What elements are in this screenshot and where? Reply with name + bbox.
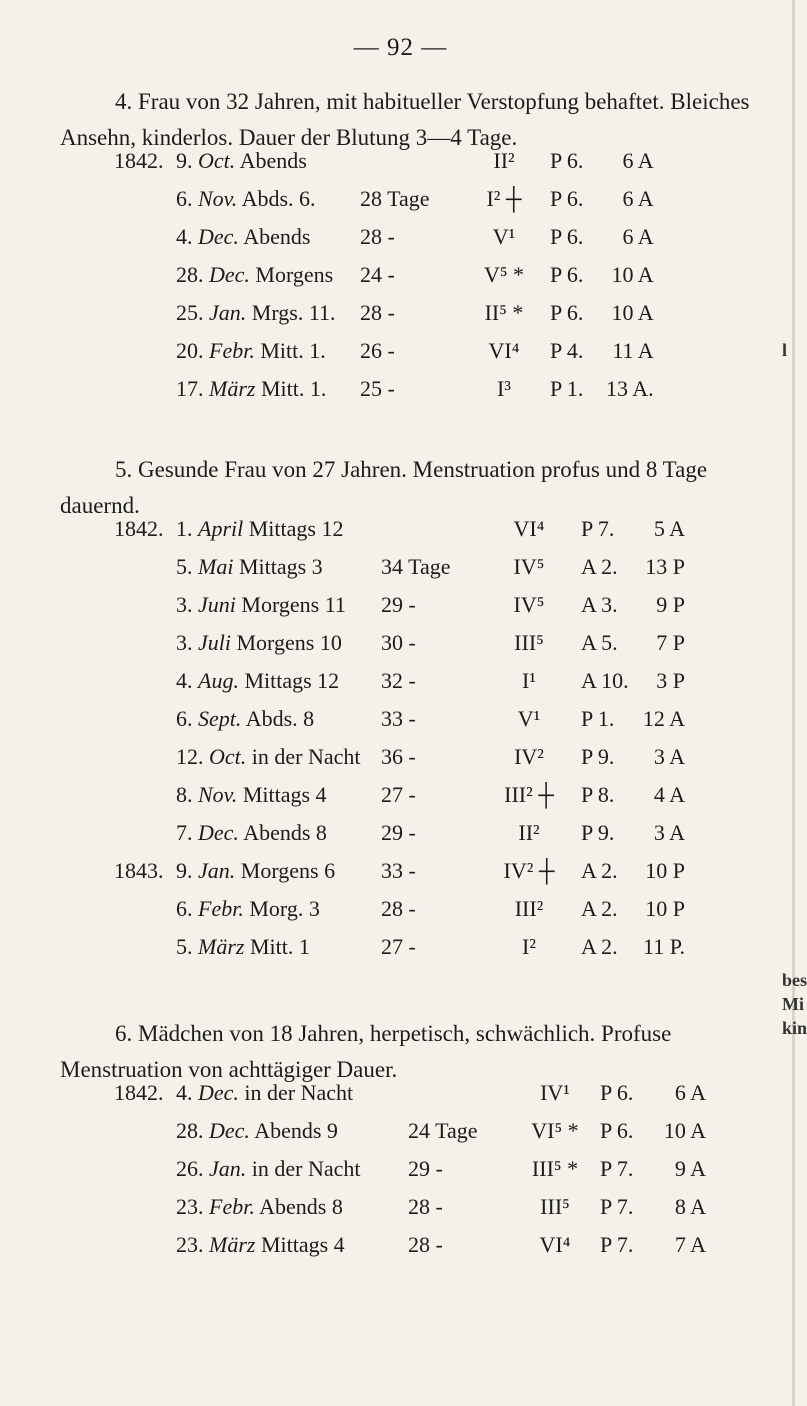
time: Mittags 4 xyxy=(260,1232,345,1257)
position-cell: P 6. xyxy=(550,262,584,287)
phase-cell: V¹ xyxy=(517,706,541,731)
interval-cell: 29 - xyxy=(381,592,416,617)
duration-cell: 3 A xyxy=(653,744,685,769)
duration-cell: 9 P xyxy=(656,592,685,617)
month: Juli xyxy=(198,630,231,655)
interval-cell: 33 - xyxy=(381,706,416,731)
time: Abends 8 xyxy=(259,1194,343,1219)
duration-cell: 5 A xyxy=(653,516,685,541)
year-cell xyxy=(114,294,176,332)
page-number: — 92 — xyxy=(353,34,448,61)
position-cell: P 9. xyxy=(581,744,615,769)
phase-cell: VI⁴ xyxy=(513,516,545,541)
table-row xyxy=(114,370,654,408)
year-cell xyxy=(114,890,176,928)
duration-cell: 3 P xyxy=(656,668,685,693)
year-cell: 1843. xyxy=(114,858,164,883)
interval-cell: 29 - xyxy=(381,820,416,845)
phase-cell: VI⁵ * xyxy=(531,1118,579,1143)
position-cell: P 1. xyxy=(550,376,584,401)
phase-cell: VI⁴ xyxy=(488,338,520,363)
duration-cell: 10 A xyxy=(611,300,654,325)
margin-fragment: Mi xyxy=(782,994,804,1014)
interval-cell: 28 - xyxy=(408,1232,443,1257)
time: Mitt. 1. xyxy=(260,376,327,401)
time: Abds. 6. xyxy=(241,186,316,211)
date-cell xyxy=(176,510,381,548)
interval-cell: 28 - xyxy=(360,300,395,325)
table-row xyxy=(114,510,685,548)
day: 20. xyxy=(176,338,204,363)
position-cell: P 6. xyxy=(550,148,584,173)
position-cell: P 6. xyxy=(600,1118,634,1143)
date-cell xyxy=(176,662,381,700)
table-row xyxy=(114,928,685,966)
interval-cell: 30 - xyxy=(381,630,416,655)
position-cell: A 3. xyxy=(581,592,618,617)
day: 4. xyxy=(176,668,193,693)
day: 26. xyxy=(176,1156,204,1181)
date-cell xyxy=(176,624,381,662)
table-row xyxy=(114,1226,706,1264)
time: in der Nacht xyxy=(251,744,361,769)
time: Mitt. 1. xyxy=(260,338,326,363)
duration-cell: 3 A xyxy=(653,820,685,845)
table-row xyxy=(114,738,685,776)
page-edge-shadow xyxy=(792,0,795,1406)
time: in der Nacht xyxy=(244,1080,354,1105)
position-cell: A 2. xyxy=(581,896,618,921)
date-cell xyxy=(176,332,360,370)
time: Mittags 12 xyxy=(244,668,340,693)
duration-cell: 10 A xyxy=(663,1118,706,1143)
position-cell: A 2. xyxy=(581,554,618,579)
interval-cell xyxy=(360,142,458,180)
date-cell xyxy=(176,738,381,776)
case-4-text: 4. Frau von 32 Jahren, mit habitueller Verstopfung behaftet. Bleiches Ansehn, kinderlos. Dauer der Blutung 3—4 Tage. xyxy=(60,89,750,150)
table-row xyxy=(114,586,685,624)
phase-cell: II² xyxy=(493,148,515,173)
duration-cell: 4 A xyxy=(653,782,685,807)
time: Morgens 10 xyxy=(236,630,342,655)
table-row xyxy=(114,776,685,814)
position-cell: P 6. xyxy=(600,1080,634,1105)
phase-cell: III⁵ xyxy=(540,1194,570,1219)
interval-cell: 28 - xyxy=(408,1194,443,1219)
position-cell: A 10. xyxy=(581,668,629,693)
month: Mai xyxy=(198,554,234,579)
table-row xyxy=(114,1150,706,1188)
day: 5. xyxy=(176,554,193,579)
month: Nov. xyxy=(198,782,238,807)
phase-cell: III⁵ * xyxy=(531,1156,579,1181)
phase-cell: V¹ xyxy=(492,224,516,249)
month: Dec. xyxy=(198,1080,239,1105)
day: 23. xyxy=(176,1232,204,1257)
interval-cell: 25 - xyxy=(360,376,395,401)
date-cell xyxy=(176,928,381,966)
month: Nov. xyxy=(198,186,238,211)
interval-cell: 29 - xyxy=(408,1156,443,1181)
table-row xyxy=(114,890,685,928)
date-cell xyxy=(176,1226,408,1264)
day: 6. xyxy=(176,186,193,211)
phase-cell: III⁵ xyxy=(514,630,544,655)
month: Sept. xyxy=(198,706,242,731)
interval-cell: 34 Tage xyxy=(381,554,451,579)
case-5-text: 5. Gesunde Frau von 27 Jahren. Menstruation profus und 8 Tage dauernd. xyxy=(60,457,708,518)
interval-cell: 32 - xyxy=(381,668,416,693)
duration-cell: 13 A. xyxy=(606,376,654,401)
month: Dec. xyxy=(198,820,239,845)
interval-cell: 27 - xyxy=(381,782,416,807)
interval-cell: 24 Tage xyxy=(408,1118,478,1143)
time: Abds. 8 xyxy=(245,706,315,731)
year-cell xyxy=(114,1112,176,1150)
day: 8. xyxy=(176,782,193,807)
date-cell xyxy=(176,700,381,738)
year-cell xyxy=(114,738,176,776)
case-6-text: 6. Mädchen von 18 Jahren, herpetisch, schwächlich. Profuse Menstruation von achttägiger Dauer. xyxy=(60,1021,672,1082)
month: März xyxy=(209,376,256,401)
table-row xyxy=(114,256,654,294)
position-cell: P 1. xyxy=(581,706,615,731)
day: 9. xyxy=(176,858,193,883)
margin-fragment: kin xyxy=(782,1018,807,1038)
date-cell xyxy=(176,180,360,218)
time: Morgens 11 xyxy=(241,592,346,617)
duration-cell: 8 A xyxy=(674,1194,706,1219)
time: Morgens 6 xyxy=(240,858,336,883)
day: 23. xyxy=(176,1194,204,1219)
date-cell xyxy=(176,814,381,852)
day: 4. xyxy=(176,224,193,249)
month: März xyxy=(209,1232,256,1257)
position-cell: P 9. xyxy=(581,820,615,845)
day: 25. xyxy=(176,300,204,325)
month: Dec. xyxy=(209,262,250,287)
duration-cell: 7 P xyxy=(656,630,685,655)
duration-cell: 13 P xyxy=(645,554,685,579)
date-cell xyxy=(176,1074,408,1112)
time: Morg. 3 xyxy=(249,896,320,921)
date-cell xyxy=(176,1188,408,1226)
year-cell xyxy=(114,928,176,966)
year-cell: 1842. xyxy=(114,1080,164,1105)
year-cell xyxy=(114,1226,176,1264)
date-cell xyxy=(176,1112,408,1150)
duration-cell: 6 A xyxy=(622,148,654,173)
year-cell: 1842. xyxy=(114,148,164,173)
date-cell xyxy=(176,370,360,408)
month: Jan. xyxy=(209,300,247,325)
position-cell: A 2. xyxy=(581,934,618,959)
phase-cell: III² xyxy=(514,896,544,921)
duration-cell: 6 A xyxy=(674,1080,706,1105)
duration-cell: 10 P xyxy=(645,896,685,921)
position-cell: P 7. xyxy=(600,1156,634,1181)
year-cell xyxy=(114,586,176,624)
duration-cell: 9 A xyxy=(674,1156,706,1181)
phase-cell: I² ┼ xyxy=(486,186,522,211)
time: Abends xyxy=(243,224,311,249)
phase-cell: III² ┼ xyxy=(504,782,554,807)
day: 28. xyxy=(176,1118,204,1143)
position-cell: A 2. xyxy=(581,858,618,883)
date-cell xyxy=(176,1150,408,1188)
month: Aug. xyxy=(198,668,239,693)
year-cell xyxy=(114,624,176,662)
year-cell: 1842. xyxy=(114,516,164,541)
day: 5. xyxy=(176,934,193,959)
phase-cell: IV⁵ xyxy=(513,592,545,617)
table-row xyxy=(114,332,654,370)
year-cell xyxy=(114,180,176,218)
interval-cell: 36 - xyxy=(381,744,416,769)
month: Dec. xyxy=(198,224,239,249)
case-4-table xyxy=(114,142,654,408)
interval-cell: 28 - xyxy=(360,224,395,249)
table-row xyxy=(114,1112,706,1150)
day: 9. xyxy=(176,148,193,173)
day: 6. xyxy=(176,706,193,731)
table-row xyxy=(114,1074,706,1112)
phase-cell: VI⁴ xyxy=(539,1232,571,1257)
phase-cell: IV⁵ xyxy=(513,554,545,579)
duration-cell: 10 A xyxy=(611,262,654,287)
day: 12. xyxy=(176,744,204,769)
position-cell: P 6. xyxy=(550,300,584,325)
day: 4. xyxy=(176,1080,193,1105)
date-cell xyxy=(176,852,381,890)
month: Febr. xyxy=(209,338,255,363)
month: Febr. xyxy=(198,896,244,921)
interval-cell: 24 - xyxy=(360,262,395,287)
date-cell xyxy=(176,256,360,294)
day: 3. xyxy=(176,592,193,617)
duration-cell: 10 P xyxy=(645,858,685,883)
phase-cell: II⁵ * xyxy=(484,300,524,325)
phase-cell: I¹ xyxy=(522,668,536,693)
time: Morgens xyxy=(255,262,334,287)
duration-cell: 6 A xyxy=(622,186,654,211)
year-cell xyxy=(114,256,176,294)
date-cell xyxy=(176,548,381,586)
month: Febr. xyxy=(209,1194,255,1219)
year-cell xyxy=(114,662,176,700)
time: Mitt. 1 xyxy=(249,934,310,959)
phase-cell: I³ xyxy=(497,376,511,401)
year-cell xyxy=(114,1188,176,1226)
table-row xyxy=(114,142,654,180)
day: 28. xyxy=(176,262,204,287)
month: April xyxy=(198,516,244,541)
table-row xyxy=(114,294,654,332)
day: 6. xyxy=(176,896,193,921)
margin-fragment: bes xyxy=(782,970,807,990)
day: 7. xyxy=(176,820,193,845)
year-cell xyxy=(114,218,176,256)
interval-cell: 28 - xyxy=(381,896,416,921)
interval-cell: 28 Tage xyxy=(360,186,430,211)
month: Oct. xyxy=(209,744,247,769)
year-cell xyxy=(114,700,176,738)
date-cell xyxy=(176,890,381,928)
interval-cell xyxy=(408,1074,510,1112)
phase-cell: IV² ┼ xyxy=(503,858,555,883)
interval-cell: 26 - xyxy=(360,338,395,363)
position-cell: A 5. xyxy=(581,630,618,655)
year-cell xyxy=(114,332,176,370)
position-cell: P 6. xyxy=(550,224,584,249)
case-5-table xyxy=(114,510,685,966)
table-row xyxy=(114,218,654,256)
phase-cell: IV² xyxy=(514,744,544,769)
time: in der Nacht xyxy=(251,1156,361,1181)
date-cell xyxy=(176,776,381,814)
table-row xyxy=(114,624,685,662)
duration-cell: 11 P. xyxy=(643,934,685,959)
table-row xyxy=(114,814,685,852)
position-cell: P 7. xyxy=(581,516,615,541)
position-cell: P 7. xyxy=(600,1232,634,1257)
year-cell xyxy=(114,548,176,586)
year-cell xyxy=(114,814,176,852)
phase-cell: IV¹ xyxy=(540,1080,570,1105)
margin-fragment: l xyxy=(782,340,788,360)
month: Dec. xyxy=(209,1118,250,1143)
phase-cell: V⁵ * xyxy=(483,262,525,287)
table-row xyxy=(114,662,685,700)
time: Mittags 4 xyxy=(242,782,327,807)
time: Abends xyxy=(239,148,307,173)
year-cell xyxy=(114,1150,176,1188)
duration-cell: 7 A xyxy=(674,1232,706,1257)
month: März xyxy=(198,934,245,959)
date-cell xyxy=(176,142,360,180)
table-row xyxy=(114,700,685,738)
time: Mittags 3 xyxy=(238,554,323,579)
time: Mittags 12 xyxy=(248,516,344,541)
position-cell: P 8. xyxy=(581,782,615,807)
time: Mrgs. 11. xyxy=(251,300,336,325)
month: Jan. xyxy=(209,1156,247,1181)
table-row xyxy=(114,548,685,586)
duration-cell: 12 A xyxy=(642,706,685,731)
month: Jan. xyxy=(198,858,236,883)
table-row xyxy=(114,180,654,218)
interval-cell: 33 - xyxy=(381,858,416,883)
duration-cell: 6 A xyxy=(622,224,654,249)
interval-cell: 27 - xyxy=(381,934,416,959)
phase-cell: I² xyxy=(522,934,536,959)
day: 17. xyxy=(176,376,204,401)
date-cell xyxy=(176,294,360,332)
table-row xyxy=(114,852,685,890)
case-6-table xyxy=(114,1074,706,1264)
month: Juni xyxy=(198,592,236,617)
time: Abends 8 xyxy=(243,820,327,845)
year-cell xyxy=(114,776,176,814)
date-cell xyxy=(176,218,360,256)
position-cell: P 7. xyxy=(600,1194,634,1219)
time: Abends 9 xyxy=(254,1118,338,1143)
date-cell xyxy=(176,586,381,624)
day: 1. xyxy=(176,516,193,541)
month: Oct. xyxy=(198,148,236,173)
position-cell: P 4. xyxy=(550,338,584,363)
duration-cell: 11 A xyxy=(612,338,654,363)
year-cell xyxy=(114,370,176,408)
day: 3. xyxy=(176,630,193,655)
phase-cell: II² xyxy=(518,820,540,845)
table-row xyxy=(114,1188,706,1226)
interval-cell xyxy=(381,510,477,548)
position-cell: P 6. xyxy=(550,186,584,211)
